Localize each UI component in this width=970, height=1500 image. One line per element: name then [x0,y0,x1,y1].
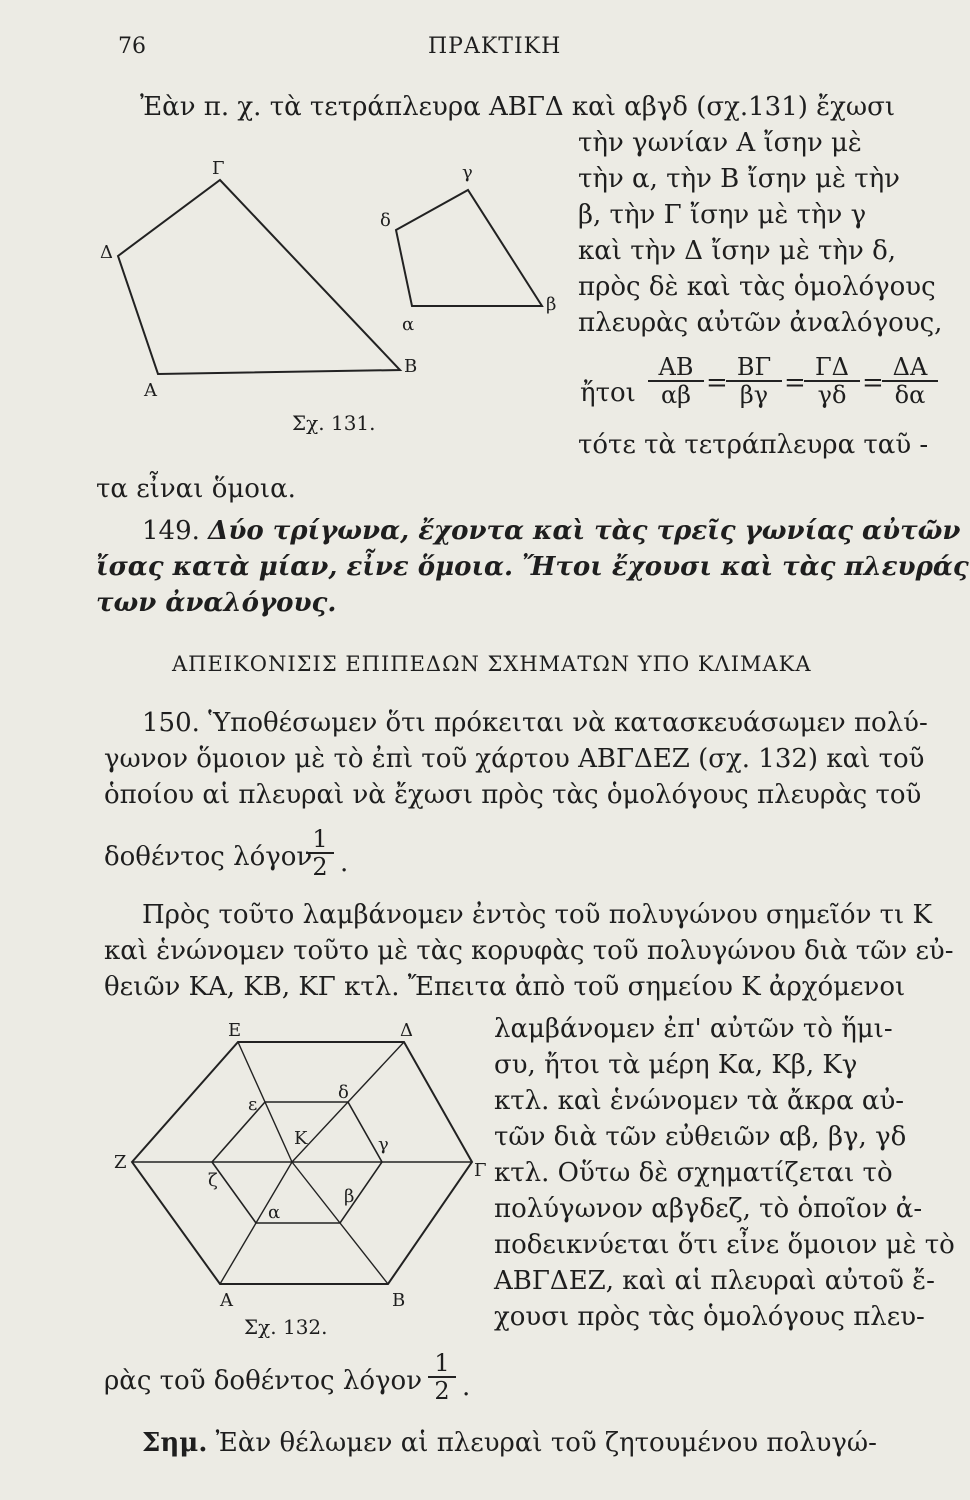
center-label-K: Κ [294,1128,308,1149]
section-149-line [142,516,960,546]
page-number: 76 [118,34,146,59]
ratio-fraction [726,354,782,408]
vertex-label-d: δ [380,210,391,231]
fraction-numerator: 1 [428,1350,456,1378]
text-line: Ἐὰν π. χ. τὰ τετράπλευρα ΑΒΓΔ καὶ αβγδ (σχ.131) ἔχωσι [140,92,896,122]
text-line: καὶ ἑνώνομεν τοῦτο μὲ τὰς κορυφὰς τοῦ πολυγώνου διὰ τῶν εὐ- [104,936,954,966]
text-line: τῶν διὰ τῶν εὐθειῶν αβ, βγ, γδ [494,1122,907,1152]
vertex-label-A: Α [220,1290,233,1311]
figure-132 [112,1020,487,1312]
vertex-label-D: Δ [100,242,113,263]
text-line: ποδεικνύεται ὅτι εἶνε ὅμοιον μὲ τὸ [494,1230,955,1260]
text-line: λαμβάνομεν ἐπ' αὐτῶν τὸ ἥμι- [494,1014,893,1044]
theorem-text: ἴσας κατὰ μίαν, εἶνε ὅμοια. Ἤτοι ἔχουσι καὶ τὰς πλευράς [96,552,969,582]
figure-132-caption: Σχ. 132. [244,1315,328,1339]
ratio-denominator: γδ [817,381,847,409]
note-text: Ἐὰν θέλωμεν αἱ πλευραὶ τοῦ ζητουμένου πολυγώ- [215,1428,877,1458]
vertex-label-b: β [546,294,557,315]
text-line: ὁποίου αἱ πλευραὶ νὰ ἔχωσι πρὸς τὰς ὁμολόγους πλευρὰς τοῦ [104,780,922,810]
vertex-label-Z: Ζ [114,1152,127,1173]
ratio-numerator: ΑΒ [648,354,704,382]
ratio-fraction [648,354,704,408]
vertex-label-d: δ [338,1082,349,1103]
text-line: πλευρὰς αὐτῶν ἀναλόγους, [578,308,943,338]
text-line: Πρὸς τοῦτο λαμβάνομεν ἐντὸς τοῦ πολυγώνου σημεῖόν τι Κ [142,900,932,930]
quadrilateral-big [118,180,400,374]
fraction-denominator: 2 [434,1377,450,1405]
fraction-denominator: 2 [312,853,328,881]
equals-sign: = [784,368,806,398]
period: . [340,848,349,878]
theorem-text: των ἀναλόγους. [96,588,337,618]
text-line: 150. Ὑποθέσωμεν ὅτι πρόκειται νὰ κατασκευάσωμεν πολύ- [142,708,928,738]
running-title: ΠΡΑΚΤΙΚΗ [428,34,562,59]
text-line: δοθέντος λόγον [104,842,313,872]
ratio-fraction [804,354,860,408]
vertex-label-g: γ [378,1134,389,1155]
text-line: τότε τὰ τετράπλευρα ταῦ - [578,430,929,460]
vertex-label-A: Α [144,380,157,401]
ratio-numerator: ΔΑ [882,354,938,382]
section-number: 149. [142,516,200,546]
text-line: τὴν γωνίαν Α ἴσην μὲ [578,128,862,158]
note-line [142,1428,877,1458]
note-label: Σημ. [142,1428,208,1458]
vertex-label-G: Γ [474,1160,487,1181]
text-line: χουσι πρὸς τὰς ὁμολόγους πλευ- [494,1302,925,1332]
hetoi-word: ἤτοι [580,378,636,408]
text-line: κτλ. Οὕτω δὲ σχηματίζεται τὸ [494,1158,893,1188]
fraction-one-half [428,1350,456,1404]
fraction-one-half [306,826,334,880]
vertex-label-G: Γ [212,158,225,179]
ratio-denominator: βγ [739,381,769,409]
vertex-label-B: Β [404,356,418,377]
equals-sign: = [862,368,884,398]
vertex-label-g: γ [462,162,473,183]
hexagon-outer [132,1042,472,1284]
vertex-label-E: Ε [228,1020,242,1041]
ratio-fraction [882,354,938,408]
vertex-label-z: ζ [208,1170,218,1191]
figure-131-caption: Σχ. 131. [292,411,376,435]
text-line: καὶ τὴν Δ ἴσην μὲ τὴν δ, [578,236,896,266]
text-line: πρὸς δὲ καὶ τὰς ὁμολόγους [578,272,936,302]
text-line: τα εἶναι ὅμοια. [96,474,296,504]
text-line: τὴν α, τὴν Β ἴσην μὲ τὴν [578,164,900,194]
equals-sign: = [706,368,728,398]
vertex-label-a: α [402,314,415,335]
ratio-denominator: δα [894,381,926,409]
ratio-numerator: ΒΓ [726,354,782,382]
period: . [462,1372,471,1402]
figure-131 [100,160,570,400]
vertex-label-e: ε [248,1094,258,1115]
text-line: συ, ἤτοι τὰ μέρη Κα, Κβ, Κγ [494,1050,858,1080]
vertex-label-D: Δ [400,1020,413,1041]
text-line: γωνον ὅμοιον μὲ τὸ ἐπὶ τοῦ χάρτου ΑΒΓΔΕΖ (σχ. 132) καὶ τοῦ [104,744,925,774]
text-line: πολύγωνον αβγδεζ, τὸ ὁποῖον ἀ- [494,1194,923,1224]
quadrilateral-small [396,190,542,306]
fraction-numerator: 1 [306,826,334,854]
vertex-label-B: Β [392,1290,406,1311]
text-line: κτλ. καὶ ἑνώνομεν τὰ ἄκρα αὐ- [494,1086,905,1116]
text-line: ΑΒΓΔΕΖ, καὶ αἱ πλευραὶ αὐτοῦ ἔ- [494,1266,935,1296]
ratio-denominator: αβ [660,381,692,409]
text-line: β, τὴν Γ ἴσην μὲ τὴν γ [578,200,867,230]
vertex-label-a: α [268,1202,281,1223]
vertex-label-b: β [344,1186,355,1207]
text-line: θειῶν ΚΑ, ΚΒ, ΚΓ κτλ. Ἔπειτα ἀπὸ τοῦ σημείου Κ ἀρχόμενοι [104,972,906,1002]
theorem-text: Δύο τρίγωνα, ἔχοντα καὶ τὰς τρεῖς γωνίας αὐτῶν [208,516,961,546]
ratio-numerator: ΓΔ [804,354,860,382]
section-heading: ΑΠΕΙΚΟΝΙΣΙΣ ΕΠΙΠΕΔΩΝ ΣΧΗΜΑΤΩΝ ΥΠΟ ΚΛΙΜΑΚΑ [172,652,812,676]
text-line: ρὰς τοῦ δοθέντος λόγον [104,1366,423,1396]
